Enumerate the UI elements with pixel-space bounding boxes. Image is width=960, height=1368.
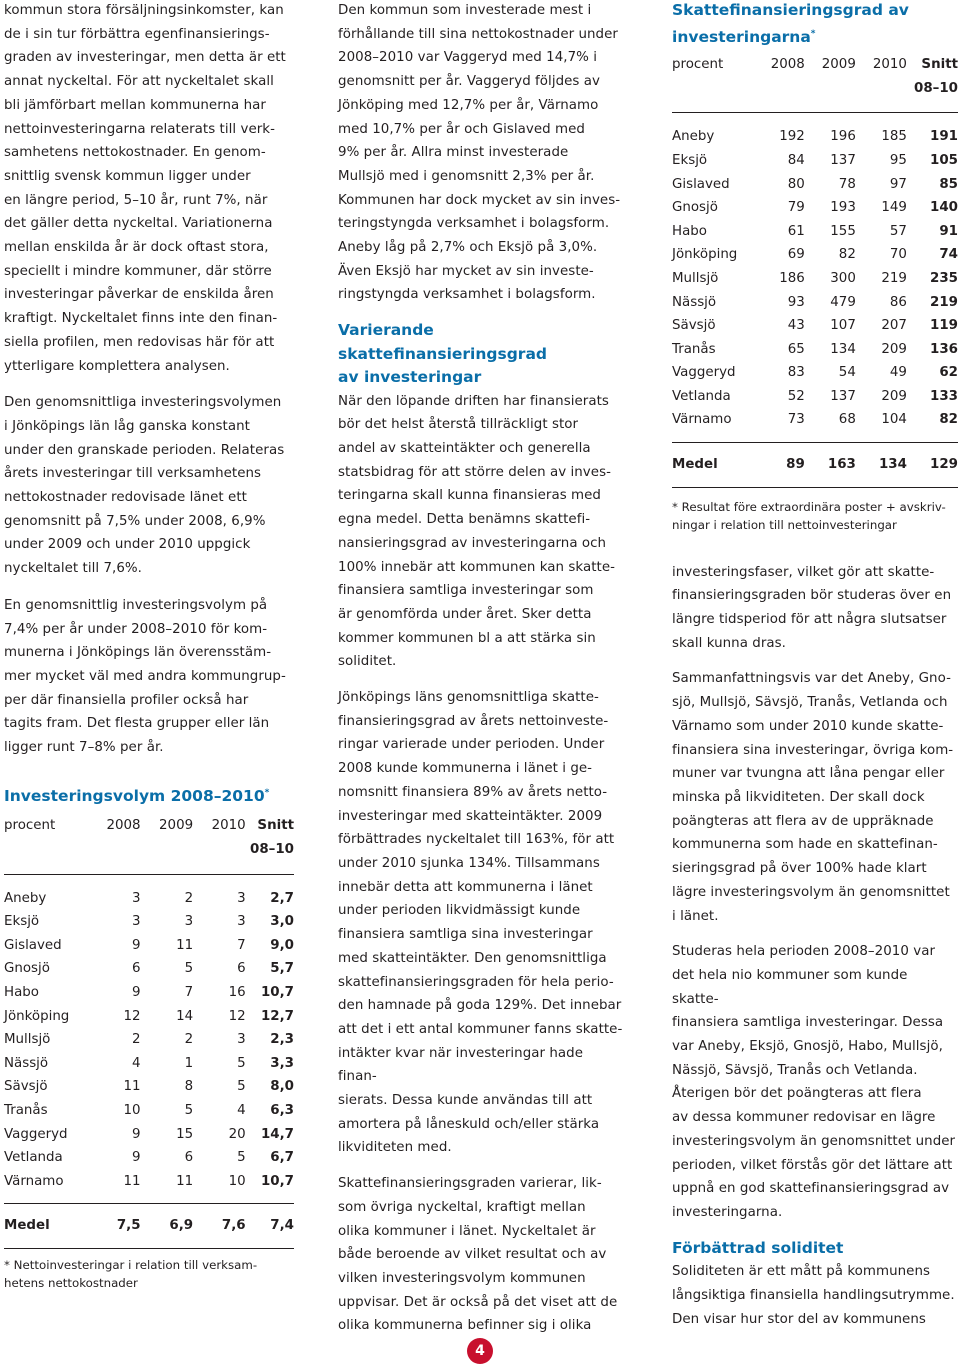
table-row [4,1005,294,1029]
value-cell: 14 [176,1008,194,1024]
value-cell: 3 [237,890,246,906]
table-title [4,782,294,809]
value-cell: 68 [838,412,856,428]
value-cell: 8 [184,1079,194,1095]
paragraph: När den löpande driften har finansierats bör det helst återstå tillräckligt stor andel av skatteintäkter och generella statsbidrag för att större delen av inves- teringarna skall kunna finansieras med egna medel. Detta benämns skattefi- nansieringsgrad av investeringarna och 100% innebär att kommunen kan skatte- finansiera samtliga investeringar som är genomförda under året. Sker detta kommer kommunen bl a att stärka sin soliditet. [338,393,616,670]
header-cell [672,77,758,101]
value-cell: 80 [787,176,805,192]
value-cell: 7 [237,937,246,953]
tax-financing-table-block [672,0,958,534]
value-cell: 16 [228,985,246,1001]
value-cell: 1 [184,1055,194,1071]
header-cell: Snitt [257,818,294,834]
value-cell: 6,7 [270,1150,294,1166]
table-row [672,196,958,220]
municipality-cell: Habo [4,985,39,1001]
header-cell: 08–10 [914,80,958,96]
value-cell: 107 [830,318,856,334]
table-row [4,934,294,958]
header-cell [856,77,907,101]
value-cell: 4 [132,1055,141,1071]
value-cell: 15 [176,1126,194,1142]
value-cell: 54 [838,365,856,381]
average-value: 163 [827,457,856,473]
value-cell: 10,7 [260,1173,294,1189]
table-row [672,125,958,149]
table-row [4,1146,294,1170]
table-row [4,1123,294,1147]
header-cell: 2010 [872,57,907,73]
table-rule [672,477,958,488]
value-cell: 85 [939,176,958,192]
table-rule [4,862,294,875]
table-row [4,887,294,911]
table-row [672,338,958,362]
value-cell: 5 [237,1055,246,1071]
value-cell: 136 [930,341,958,357]
spacer-cell [4,874,294,887]
header-cell [4,838,88,862]
rule-cell [4,1238,294,1249]
value-cell: 49 [889,365,907,381]
value-cell: 149 [881,200,907,216]
table-spacer [4,1204,294,1215]
value-cell: 155 [830,223,856,239]
value-cell: 43 [787,318,805,334]
table-header-sub-row [672,77,958,101]
average-value: 7,4 [270,1218,294,1234]
page-number-badge: 4 [467,1338,493,1364]
table-average-row [4,1214,294,1238]
table-header-row [4,814,294,838]
paragraph: Studeras hela perioden 2008–2010 var det hela nio kommuner som kunde skatte- finansiera samtliga investeringar. Dessa var Aneby, Eksjö, Gnosjö, Habo, Mullsjö, Nässjö, Sävsjö, Tranås och Vetlanda. Återigen bör det poängteras att flera av dessa kommuner redovisar en lägre investeringsvolym än genomsnittet under perioden, vilket förstås gör det lättare att uppnå en god skattefinansieringsgrad av investeringarna. [672,944,956,1220]
section-heading: Varierande skattefinansieringsgrad av investeringar [338,321,548,387]
value-cell: 219 [930,294,958,310]
value-cell: 9 [132,937,141,953]
average-value: 129 [930,457,958,473]
municipality-cell: Mullsjö [4,1032,51,1048]
value-cell: 3 [237,1032,246,1048]
value-cell: 8,0 [270,1079,294,1095]
value-cell: 97 [889,176,907,192]
value-cell: 105 [930,152,958,168]
value-cell: 137 [830,152,856,168]
rule-cell [4,1193,294,1204]
average-value: 6,9 [169,1218,194,1234]
header-cell [193,838,246,862]
header-cell: procent [4,818,56,834]
rule-cell [672,477,958,488]
value-cell: 140 [930,200,958,216]
value-cell: 10 [228,1173,246,1189]
column-2 [338,0,624,1338]
value-cell: 11 [123,1079,141,1095]
tax-financing-table [672,53,958,488]
value-cell: 3 [132,890,141,906]
table-header-row [672,53,958,77]
table-row [672,267,958,291]
municipality-cell: Tranås [4,1102,48,1118]
value-cell: 84 [787,152,805,168]
section-heading: Förbättrad soliditet [672,1238,844,1257]
table-row [672,243,958,267]
average-value: 89 [786,457,805,473]
value-cell: 7 [184,985,194,1001]
value-cell: 62 [939,365,958,381]
value-cell: 134 [830,341,856,357]
value-cell: 2,7 [270,890,294,906]
value-cell: 209 [881,388,907,404]
table-title-text: Skattefinansieringsgrad av investeringarna [672,1,909,46]
value-cell: 4 [237,1102,246,1118]
municipality-cell: Gislaved [672,176,730,192]
spacer-cell [672,443,958,454]
municipality-cell: Tranås [672,341,716,357]
value-cell: 2 [132,1032,141,1048]
value-cell: 191 [930,129,958,145]
municipality-cell: Aneby [672,129,715,145]
value-cell: 3 [237,914,246,930]
header-cell [88,838,141,862]
table-footnote: * Nettoinvesteringar i relation till verksam- hetens nettokostnader [4,1257,258,1290]
table-rule [672,432,958,443]
paragraph: investeringsfaser, vilket gör att skatte- finansieringsgraden bör studeras över en längre tidsperiod för att några slutsatser skall kunna dras. [672,564,952,651]
rule-cell [4,862,294,875]
municipality-cell: Jönköping [672,247,738,263]
value-cell: 6,3 [270,1102,294,1118]
value-cell: 9 [132,985,141,1001]
value-cell: 52 [787,388,805,404]
value-cell: 3 [132,914,141,930]
table-row [4,1170,294,1194]
value-cell: 65 [787,341,805,357]
value-cell: 14,7 [260,1126,294,1142]
municipality-cell: Vetlanda [4,1150,63,1166]
table-row [4,957,294,981]
table-spacer [4,874,294,887]
header-cell: 2009 [159,818,194,834]
value-cell: 9,0 [270,937,294,953]
value-cell: 5 [237,1150,246,1166]
value-cell: 73 [787,412,805,428]
table-row [672,408,958,432]
value-cell: 12,7 [260,1008,294,1024]
value-cell: 10,7 [260,985,294,1001]
header-cell: 2009 [821,57,856,73]
value-cell: 119 [930,318,958,334]
value-cell: 82 [939,412,958,428]
table-title-mark: * [264,787,270,798]
value-cell: 95 [889,152,907,168]
value-cell: 3,0 [270,914,294,930]
municipality-cell: Värnamo [672,412,732,428]
value-cell: 3 [184,914,194,930]
value-cell: 12 [228,1008,246,1024]
value-cell: 193 [830,200,856,216]
value-cell: 86 [889,294,907,310]
paragraph: Den kommun som investerade mest i förhållande till sina nettokostnader under 2008–2010 var Vaggeryd med 14,7% i genomsnitt per år. Vaggeryd följdes av Jönköping med 12,7% per år, Värnamo med 10,7% per år och Gislaved med 9% per år. Allra minst investerade Mullsjö med i genomsnitt 2,3% per år. Kommunen har dock mycket av sin inves- teringstyngda verksamhet i bolagsform. Aneby låg på 2,7% och Eksjö på 3,0%. Även Eksjö har mycket av sin investe- ringstyngda verksamhet i bolagsform. [338,3,621,303]
table-row [4,910,294,934]
municipality-cell: Jönköping [4,1008,70,1024]
municipality-cell: Vaggeryd [672,365,736,381]
municipality-cell: Eksjö [672,152,708,168]
value-cell: 79 [787,200,805,216]
table-footnote: * Resultat före extraordinära poster + avskriv- ningar i relation till nettoinvesteringar [672,499,946,532]
value-cell: 11 [176,937,194,953]
header-cell: 2008 [106,818,141,834]
value-cell: 5 [237,1079,246,1095]
header-cell: 08–10 [250,842,294,858]
value-cell: 219 [881,270,907,286]
paragraph: kommun stora försäljningsinkomster, kan de i sin tur förbättra egenfinansierings- graden av investeringar, men detta är ett annat nyckeltal. För att nyckeltalet skall bli jämförbart mellan kommunerna har nettoinvesteringarna relaterats till verk- samhetens nettokostnader. En genom- snittlig svensk kommun ligger under en längre period, 5–10 år, runt 7%, när det gäller detta nyckeltal. Variationerna mellan enskilda år är dock oftast stora, speciellt i mindre kommuner, där större investeringar påverkar de enskilda åren kraftigt. Nyckeltalet finns inte den finan- siella profilen, men redovisas här för att ytterligare komplettera analysen. [4,3,286,374]
header-cell [141,838,194,862]
municipality-cell: Gislaved [4,937,62,953]
value-cell: 11 [176,1173,194,1189]
value-cell: 78 [838,176,856,192]
column-1 [4,0,294,1292]
rule-cell [672,100,958,113]
table-row [672,361,958,385]
value-cell: 186 [779,270,805,286]
value-cell: 5,7 [270,961,294,977]
value-cell: 192 [779,129,805,145]
table-row [672,149,958,173]
value-cell: 209 [881,341,907,357]
table-row [672,291,958,315]
value-cell: 82 [838,247,856,263]
table-average-row [672,453,958,477]
value-cell: 207 [881,318,907,334]
value-cell: 10 [123,1102,141,1118]
paragraph: Den genomsnittliga investeringsvolymen i Jönköpings län låg ganska konstant under den granskade perioden. Relateras årets investeringar till verksamhetens nettokostnader redovisade länet ett genomsnitt på 7,5% under 2008, 6,9% under 2009 och under 2010 uppgick nyckeltalet till 7,6%. [4,395,285,577]
table-rule [4,1193,294,1204]
table-row [672,385,958,409]
table-rule [672,100,958,113]
value-cell: 6 [132,961,141,977]
table-spacer [672,113,958,126]
value-cell: 70 [889,247,907,263]
table-row [672,220,958,244]
value-cell: 300 [830,270,856,286]
municipality-cell: Vetlanda [672,388,731,404]
average-label: Medel [4,1218,50,1234]
paragraph: Sammanfattningsvis var det Aneby, Gno- sjö, Mullsjö, Sävsjö, Tranås, Vetlanda och Värnamo som under 2010 kunde skatte- finansiera sina investeringar, övriga kom- muner var tvungna att låna pengar eller minska på likviditeten. Der skall dock poängteras att flera av de uppräknade kommunerna som hade en skattefinan- sieringsgrad på över 100% hade klart lägre investeringsvolym än genomsnittet i länet. [672,671,954,924]
table-row [4,1099,294,1123]
average-value: 7,6 [221,1218,246,1234]
municipality-cell: Gnosjö [672,200,718,216]
header-cell: procent [672,57,724,73]
value-cell: 57 [889,223,907,239]
value-cell: 2 [184,890,194,906]
value-cell: 185 [881,129,907,145]
value-cell: 9 [132,1126,141,1142]
table-spacer [672,443,958,454]
table-row [672,314,958,338]
municipality-cell: Vaggeryd [4,1126,68,1142]
municipality-cell: Mullsjö [672,270,719,286]
value-cell: 133 [930,388,958,404]
value-cell: 69 [787,247,805,263]
municipality-cell: Habo [672,223,707,239]
value-cell: 11 [123,1173,141,1189]
municipality-cell: Gnosjö [4,961,50,977]
header-cell: 2008 [770,57,805,73]
table-title-mark: * [810,28,816,39]
spacer-cell [4,1204,294,1215]
value-cell: 93 [787,294,805,310]
header-cell [805,77,856,101]
table-title [672,0,958,49]
municipality-cell: Sävsjö [672,318,716,334]
municipality-cell: Aneby [4,890,47,906]
value-cell: 3,3 [270,1055,294,1071]
table-row [4,1052,294,1076]
average-label: Medel [672,457,718,473]
average-value: 134 [878,457,907,473]
header-cell: Snitt [921,57,958,73]
average-value: 7,5 [116,1218,141,1234]
paragraph: Jönköpings läns genomsnittliga skatte- finansieringsgrad av årets nettoinveste- ringar varierade under perioden. Under 2008 kunde kommunerna i länet i ge- nomsnitt finansiera 89% av årets netto- investeringar med skatteintäkter. 2009 förbättrades nyckeltalet till 163%, för att under 2010 sjunka 134%. Tillsammans innebär detta att kommunerna i länet under perioden likvidmässigt kunde finansiera samtliga sina investeringar med skatteintäkter. Den genomsnittliga skattefinansieringsgraden för hela perio- den hamnade på goda 129%. Det innebar att det i ett antal kommuner fanns skatte- intäkter kvar när investeringar hade finan- sierats. Dessa kunde användas till att amortera på låneskuld och/eller stärka likviditeten med. [338,690,623,1156]
header-cell [758,77,805,101]
value-cell: 74 [939,247,958,263]
investment-table-block [4,782,294,1292]
table-rule [4,1238,294,1249]
value-cell: 196 [830,129,856,145]
value-cell: 83 [787,365,805,381]
value-cell: 5 [184,1102,194,1118]
value-cell: 12 [123,1008,141,1024]
value-cell: 9 [132,1150,141,1166]
value-cell: 6 [237,961,246,977]
municipality-cell: Nässjö [4,1055,49,1071]
table-title-text: Investeringsvolym 2008–2010 [4,786,265,805]
value-cell: 479 [830,294,856,310]
rule-cell [672,432,958,443]
table-header-sub-row [4,838,294,862]
municipality-cell: Eksjö [4,914,40,930]
table-row [4,1075,294,1099]
investment-volume-table [4,814,294,1249]
value-cell: 137 [830,388,856,404]
value-cell: 235 [930,270,958,286]
spacer-cell [672,113,958,126]
value-cell: 6 [184,1150,194,1166]
paragraph: Skattefinansieringsgraden varierar, lik- som övriga nyckeltal, kraftigt mellan olika kommuner i länet. Nyckeltalet är både beroende av vilket resultat och av vilken investeringsvolym kommunen uppvisar. Det är också på det viset att de olika kommunerna befinner sig i olika [338,1176,618,1334]
value-cell: 61 [787,223,805,239]
paragraph: Soliditeten är ett mått på kommunens långsiktiga finansiella handlingsutrymme. Den visar hur stor del av kommunens [672,1264,955,1327]
value-cell: 2,3 [270,1032,294,1048]
value-cell: 91 [939,223,958,239]
column-3 [672,0,958,1331]
municipality-cell: Sävsjö [4,1079,48,1095]
value-cell: 5 [184,961,194,977]
table-row [672,173,958,197]
table-row [4,1028,294,1052]
value-cell: 104 [881,412,907,428]
header-cell: 2010 [211,818,246,834]
value-cell: 2 [184,1032,194,1048]
table-row [4,981,294,1005]
value-cell: 20 [228,1126,246,1142]
paragraph: En genomsnittlig investeringsvolym på 7,4% per år under 2008–2010 för kom- munerna i Jönköpings län överensstäm- mer mycket väl med andra kommungrup- per där finansiella profiler också har tagits fram. Det flesta grupper eller län ligger runt 7–8% per år. [4,597,286,756]
municipality-cell: Värnamo [4,1173,64,1189]
municipality-cell: Nässjö [672,294,717,310]
